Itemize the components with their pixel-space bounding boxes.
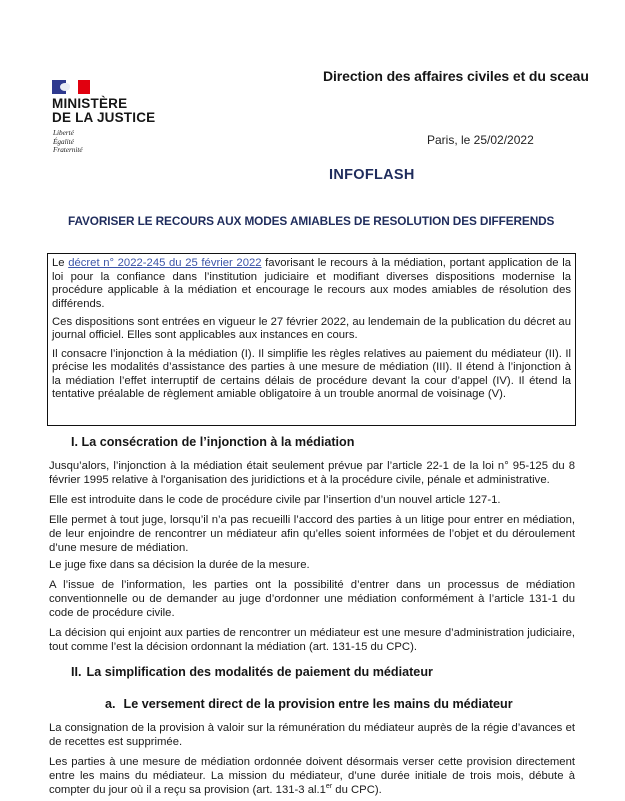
ministry-line-1: MINISTÈRE xyxy=(52,96,128,111)
section-2a-heading xyxy=(105,697,513,711)
republique-francaise-flag-icon xyxy=(52,80,90,94)
section-1-paragraph: A l’issue de l’information, les parties ont la possibilité d’entrer dans un processus de médiation conventionnelle ou de demander au juge d’ordonner une médiation conformément à l’article 131-1 du code de procédure civile. xyxy=(49,579,575,620)
section-1-paragraph: La décision qui enjoint aux parties de rencontrer un médiateur est une mesure d’administration judiciaire, tout comme l’est la décision ordonnant la médiation (art. 131-15 du CPC). xyxy=(49,627,575,654)
section-2-paragraph xyxy=(49,755,575,798)
document-type: INFOFLASH xyxy=(329,167,415,183)
section-2a-number: a. xyxy=(105,697,116,711)
summary-paragraph: Ces dispositions sont entrées en vigueur le 27 février 2022, au lendemain de la publication du décret au journal officiel. Elles sont applicables aux instances en cours. xyxy=(52,315,571,342)
motto-fraternite: Fraternité xyxy=(53,146,83,154)
section-2-heading xyxy=(71,665,433,679)
ministry-name xyxy=(52,97,155,125)
section-2-paragraph: La consignation de la provision à valoir sur la rémunération du médiateur auprès de la régie d’avances et de recettes est supprimée. xyxy=(49,722,575,749)
summary-paragraph xyxy=(52,257,571,311)
section-2-title: La simplification des modalités de paiement du médiateur xyxy=(86,665,433,679)
summary-text: favorisant le recours à la médiation, portant application de la loi pour la confiance dans l’institution judiciaire et modifiant diverses dispositions modernise la procédure applicable à la médiation et encourage le recours aux modes amiables de résolution des différends. xyxy=(52,257,571,310)
section-2-text: Les parties à une mesure de médiation ordonnée doivent désormais verser cette provision directement entre les mains du médiateur. La mission du médiateur, d’une durée initiale de trois mois, débute à compter du jour où il a reçu sa provision (art. 131-3 al.1 xyxy=(49,756,575,797)
section-1-paragraph: Le juge fixe dans sa décision la durée de la mesure. xyxy=(49,559,310,571)
document-date: Paris, le 25/02/2022 xyxy=(427,133,534,147)
document-title: FAVORISER LE RECOURS AUX MODES AMIABLES DE RESOLUTION DES DIFFERENDS xyxy=(68,214,555,228)
ministry-line-2: DE LA JUSTICE xyxy=(52,110,156,125)
section-1-paragraph: Elle permet à tout juge, lorsqu’il n’a pas recueilli l’accord des parties à un litige pour entrer en médiation, de leur enjoindre de rencontrer un médiateur afin qu’elles soient informées de l’objet et du déroulement d’une mesure de médiation. xyxy=(49,514,575,555)
summary-box xyxy=(47,253,576,426)
section-1-heading: I. La consécration de l’injonction à la médiation xyxy=(71,435,355,449)
section-2a-title: Le versement direct de la provision entre les mains du médiateur xyxy=(123,697,513,711)
motto-liberte: Liberté xyxy=(53,129,74,137)
motto-egalite: Égalité xyxy=(53,137,74,146)
section-2-number: II. xyxy=(71,665,82,679)
direction-name: Direction des affaires civiles et du sceau xyxy=(323,68,589,84)
section-2-text: du CPC). xyxy=(332,784,382,797)
section-1-paragraph: Elle est introduite dans le code de procédure civile par l’insertion d’un nouvel article 127-1. xyxy=(49,494,501,506)
summary-text: Le xyxy=(52,257,69,269)
summary-paragraph: Il consacre l’injonction à la médiation (I). Il simplifie les règles relatives au paiement du médiateur (II). Il précise les modalités d’assistance des parties à une mesure de médiation (III). Il étend à l’injonction à la médiation l’effet interruptif de certains délais de procédure devant la cour d’appel (IV). Il étend la tentative préalable de règlement amiable obligatoire à un trouble anormal de voisinage (V). xyxy=(52,347,571,401)
section-1-paragraph: Jusqu’alors, l’injonction à la médiation était seulement prévue par l’article 22-1 de la loi n° 95-125 du 8 février 1995 relative à l'organisation des juridictions et à la procédure civile, pénale et administrative. xyxy=(49,460,575,487)
republic-motto xyxy=(53,129,83,155)
superscript: er xyxy=(325,783,333,791)
decree-link[interactable]: décret n° 2022-245 du 25 février 2022 xyxy=(68,257,262,269)
